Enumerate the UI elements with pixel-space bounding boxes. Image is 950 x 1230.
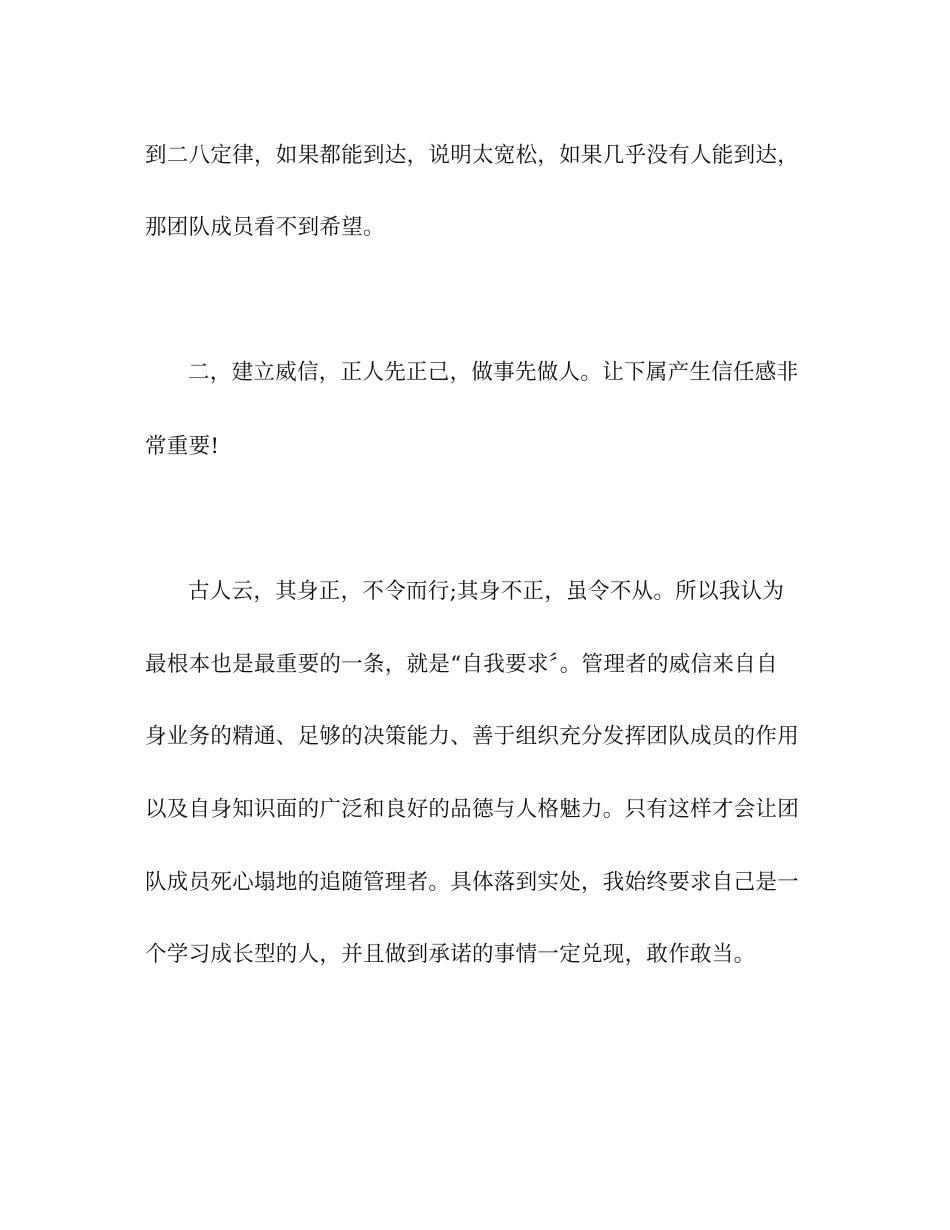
paragraph-line: 个学习成长型的人，并且做到承诺的事情一定兑现，敢作敢当。 bbox=[145, 942, 756, 967]
paragraph-line: 常重要! bbox=[145, 434, 220, 459]
paragraph-line: 队成员死心塌地的追随管理者。具体落到实处，我始终要求自己是一 bbox=[145, 870, 800, 895]
paragraph-line: 二，建立威信，正人先正己，做事先做人。让下属产生信任感非 bbox=[188, 360, 799, 385]
paragraph-line: 最根本也是最重要的一条，就是“自我要求〞。管理者的威信来自自 bbox=[145, 652, 778, 677]
paragraph-line: 那团队成员看不到希望。 bbox=[145, 215, 385, 240]
paragraph-line: 到二八定律，如果都能到达，说明太宽松，如果几乎没有人能到达， bbox=[145, 143, 800, 168]
paragraph-line: 古人云，其身正，不令而行;其身不正，虽令不从。所以我认为 bbox=[188, 579, 785, 604]
paragraph-line: 以及自身知识面的广泛和良好的品德与人格魅力。只有这样才会让团 bbox=[145, 797, 800, 822]
paragraph-line: 身业务的精通、足够的决策能力、善于组织充分发挥团队成员的作用 bbox=[145, 724, 800, 749]
